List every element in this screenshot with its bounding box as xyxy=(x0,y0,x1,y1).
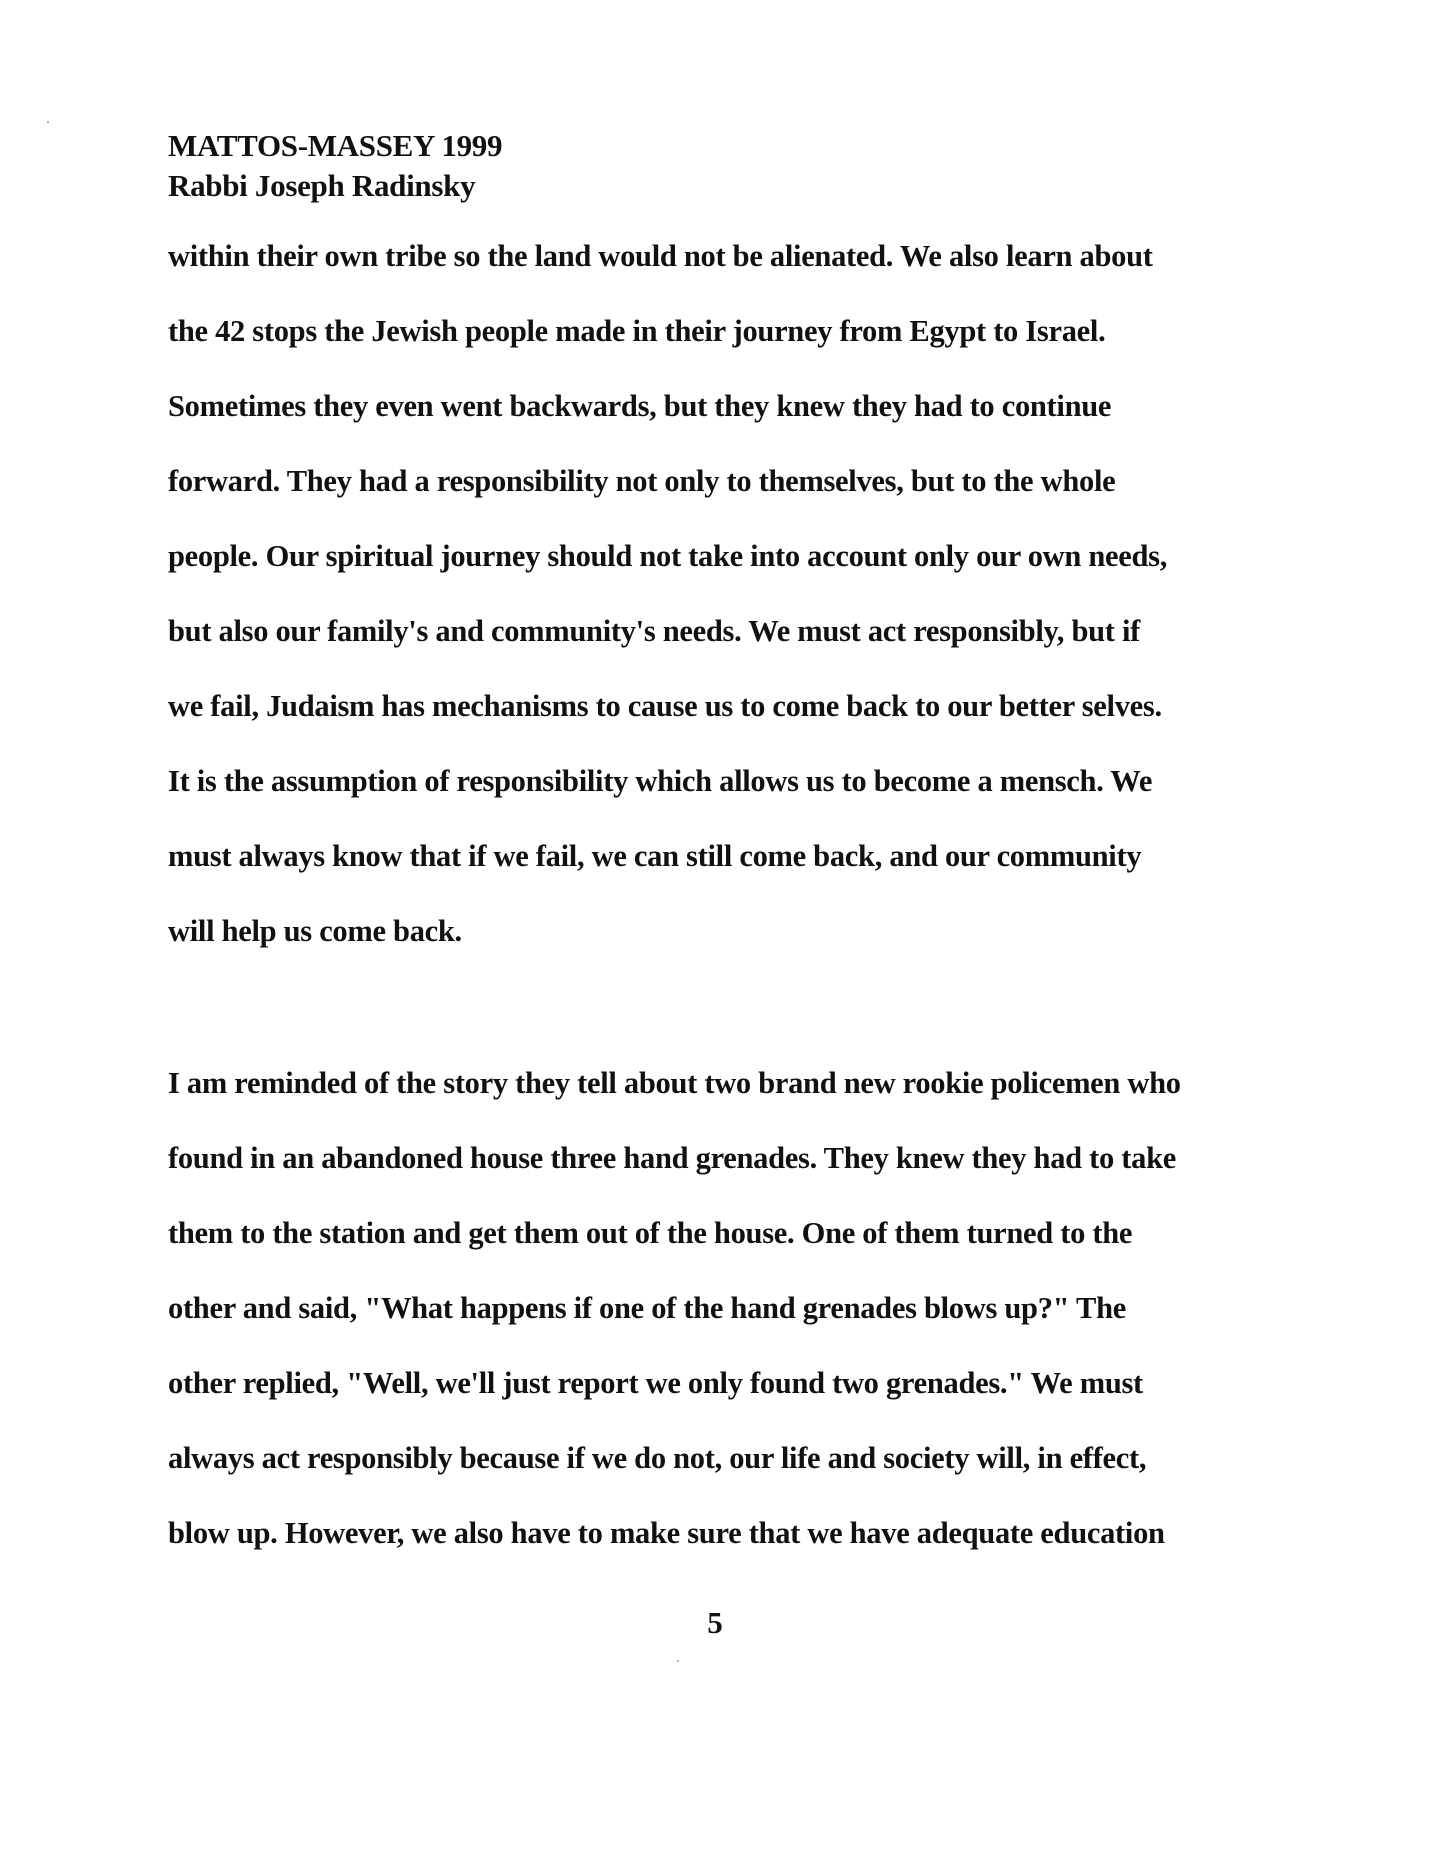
text-line: blow up. However, we also have to make sure that we have adequate education xyxy=(168,1516,1165,1550)
text-line: It is the assumption of responsibility which allows us to become a mensch. We xyxy=(168,764,1153,798)
text-line: people. Our spiritual journey should not take into account only our own needs, xyxy=(168,539,1168,573)
text-line: forward. They had a responsibility not only to themselves, but to the whole xyxy=(168,464,1116,498)
scan-speck xyxy=(677,1660,679,1662)
text-line: the 42 stops the Jewish people made in their journey from Egypt to Israel. xyxy=(168,314,1106,348)
text-line: we fail, Judaism has mechanisms to cause us to come back to our better selves. xyxy=(168,689,1162,723)
text-line: other replied, "Well, we'll just report we only found two grenades." We must xyxy=(168,1366,1143,1400)
document-title: MATTOS-MASSEY 1999 xyxy=(168,128,503,163)
text-line: within their own tribe so the land would not be alienated. We also learn about xyxy=(168,239,1153,273)
text-line: other and said, "What happens if one of the hand grenades blows up?" The xyxy=(168,1291,1127,1325)
text-line: will help us come back. xyxy=(168,914,462,948)
document-header xyxy=(168,126,502,206)
text-line: Sometimes they even went backwards, but they knew they had to continue xyxy=(168,389,1112,423)
document-author: Rabbi Joseph Radinsky xyxy=(168,168,476,203)
text-line: always act responsibly because if we do not, our life and society will, in effect, xyxy=(168,1441,1147,1475)
scan-speck xyxy=(47,121,49,123)
text-line: I am reminded of the story they tell about two brand new rookie policemen who xyxy=(168,1066,1181,1100)
paragraph-1 xyxy=(168,236,1268,986)
text-line: found in an abandoned house three hand grenades. They knew they had to take xyxy=(168,1141,1176,1175)
text-line: must always know that if we fail, we can still come back, and our community xyxy=(168,839,1142,873)
page-number: 5 xyxy=(707,1605,723,1640)
text-line: but also our family's and community's needs. We must act responsibly, but if xyxy=(168,614,1140,648)
text-line: them to the station and get them out of the house. One of them turned to the xyxy=(168,1216,1133,1250)
paragraph-2 xyxy=(168,1063,1268,1588)
